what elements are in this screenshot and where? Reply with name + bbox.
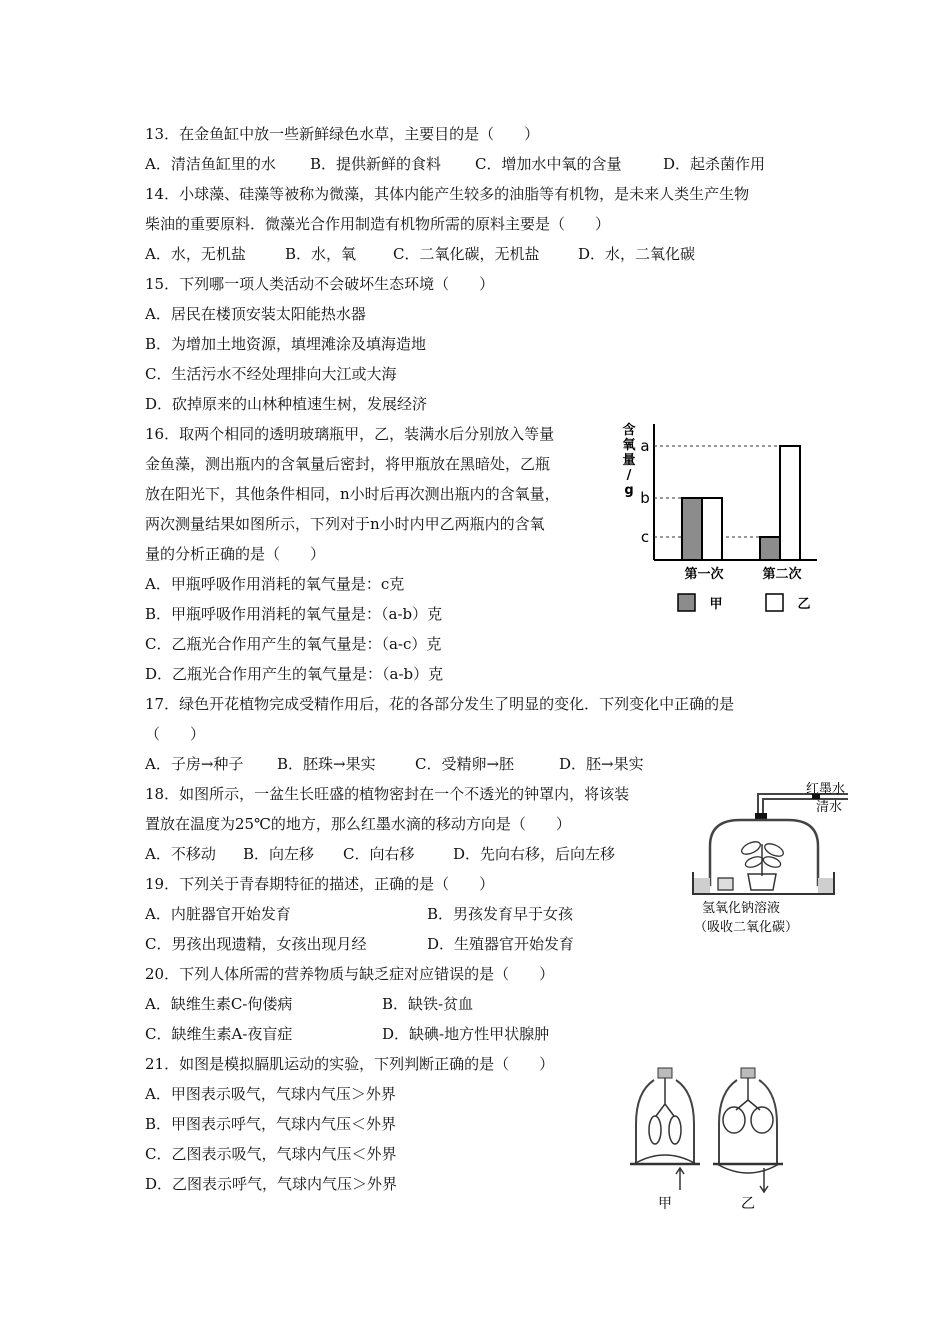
up-arrow-icon <box>676 1168 684 1190</box>
q13-option-c: C．增加水中氧的含量 <box>475 155 622 173</box>
y-axis-label-char: / <box>626 468 632 483</box>
q14-stem-line-1: 14．小球藻、硅藻等被称为微藻，其体内能产生较多的油脂等有机物，是未来人类生产生物 <box>145 185 750 203</box>
q13-stem: 13．在金鱼缸中放一些新鲜绿色水草，主要目的是（ ） <box>145 125 540 143</box>
q19-option-c: C．男孩出现遗精，女孩出现月经 <box>145 935 367 953</box>
q16-option-c: C．乙瓶光合作用产生的氧气量是：（a-c）克 <box>145 635 442 653</box>
q15-option-d: D．砍掉原来的山林种植速生树，发展经济 <box>145 395 428 413</box>
q17-option-c: C．受精卵→胚 <box>415 755 515 773</box>
q18-option-b: B．向左移 <box>243 845 315 863</box>
diaphragm-model-figure <box>628 1064 798 1214</box>
solution-label: 氢氧化钠溶液 <box>702 901 781 916</box>
q17-stem-line-2: （ ） <box>145 725 206 743</box>
oxygen-bar-chart <box>612 418 827 618</box>
x-tick-label-first: 第一次 <box>684 567 724 582</box>
q16-stem-line-2: 金鱼藻，测出瓶内的含氧量后密封，将甲瓶放在黑暗处，乙瓶 <box>145 455 551 473</box>
trough-water-left <box>694 878 710 893</box>
q18-option-d: D．先向右移，后向左移 <box>453 845 616 863</box>
bar-yi-first <box>702 498 722 560</box>
y-axis-label-char: g <box>624 483 634 498</box>
naoh-beaker <box>718 878 733 890</box>
ink-label: 红墨水 <box>806 782 846 797</box>
q14-option-c: C．二氧化碳，无机盐 <box>393 245 540 263</box>
q18-stem-line-2: 置放在温度为25℃的地方，那么红墨水滴的移动方向是（ ） <box>145 815 571 833</box>
q17-option-a: A．子房→种子 <box>145 755 244 773</box>
q16-stem-line-3: 放在阳光下，其他条件相同，n小时后再次测出瓶内的含氧量， <box>145 485 560 503</box>
y-axis-label-char: 含 <box>622 423 636 438</box>
diaphragm-membrane <box>634 1155 696 1164</box>
bar-jia-second <box>760 537 780 560</box>
q20-option-d: D．缺碘-地方性甲状腺肿 <box>382 1025 550 1043</box>
q17-option-b: B．胚珠→果实 <box>277 755 376 773</box>
legend-label-jia: 甲 <box>709 597 723 612</box>
q15-option-b: B．为增加土地资源，填埋滩涂及填海造地 <box>145 335 427 353</box>
q19-stem: 19．下列关于青春期特征的描述，正确的是（ ） <box>145 875 495 893</box>
legend-swatch-yi <box>766 594 783 611</box>
q20-stem: 20．下列人体所需的营养物质与缺乏症对应错误的是（ ） <box>145 965 555 983</box>
q17-option-d: D．胚→果实 <box>559 755 644 773</box>
q13-option-b: B．提供新鲜的食料 <box>310 155 442 173</box>
q21-stem: 21．如图是模拟膈肌运动的实验，下列判断正确的是（ ） <box>145 1055 555 1073</box>
solution-note-label: （吸收二氧化碳） <box>694 920 799 935</box>
bell-jar <box>710 820 818 886</box>
q20-option-c: C．缺维生素A-夜盲症 <box>145 1025 293 1043</box>
plant-icon <box>740 839 785 890</box>
bell-jar-figure <box>688 778 850 940</box>
q13-option-a: A．清洁鱼缸里的水 <box>145 155 276 173</box>
bar-jia-first <box>682 498 702 560</box>
y-tick-label-a: a <box>640 437 650 455</box>
y-axis-label-char: 氧 <box>622 438 636 453</box>
q21-option-a: A．甲图表示吸气，气球内气压＞外界 <box>145 1085 396 1103</box>
bar-yi-second <box>780 446 800 560</box>
trough-water-right <box>818 878 833 893</box>
q16-stem-line-5: 量的分析正确的是（ ） <box>145 545 326 563</box>
q21-option-c: C．乙图表示吸气，气球内气压＜外界 <box>145 1145 397 1163</box>
balloon-left <box>723 1107 745 1133</box>
q14-option-a: A．水，无机盐 <box>145 245 246 263</box>
q20-option-a: A．缺维生素C-佝偻病 <box>145 995 293 1013</box>
q13-option-d: D．起杀菌作用 <box>663 155 766 173</box>
q14-stem-line-2: 柴油的重要原料．微藻光合作用制造有机物所需的原料主要是（ ） <box>145 215 611 233</box>
q19-option-b: B．男孩发育早于女孩 <box>427 905 574 923</box>
legend-label-yi: 乙 <box>797 597 811 612</box>
x-tick-label-second: 第二次 <box>762 567 802 582</box>
q16-option-a: A．甲瓶呼吸作用消耗的氧气量是：c克 <box>145 575 405 593</box>
q19-option-a: A．内脏器官开始发育 <box>145 905 291 923</box>
bell-jar-yi <box>713 1068 783 1192</box>
q14-option-b: B．水，氧 <box>285 245 357 263</box>
water-label: 清水 <box>816 800 843 815</box>
figure-label-yi: 乙 <box>741 1196 755 1212</box>
q18-option-c: C．向右移 <box>343 845 415 863</box>
q15-option-c: C．生活污水不经处理排向大江或大海 <box>145 365 397 383</box>
q20-option-b: B．缺铁-贫血 <box>382 995 474 1013</box>
legend-swatch-jia <box>678 594 695 611</box>
q17-stem-line-1: 17．绿色开花植物完成受精作用后，花的各部分发生了明显的变化．下列变化中正确的是 <box>145 695 735 713</box>
y-axis-label-char: 量 <box>622 453 636 468</box>
y-tick-label-c: c <box>640 528 650 546</box>
bell-jar-jia <box>630 1068 700 1190</box>
q18-stem-line-1: 18．如图所示，一盆生长旺盛的植物密封在一个不透光的钟罩内，将该装 <box>145 785 630 803</box>
q16-option-d: D．乙瓶光合作用产生的氧气量是：（a-b）克 <box>145 665 444 683</box>
q14-option-d: D．水，二氧化碳 <box>578 245 696 263</box>
balloon-right <box>751 1107 773 1133</box>
y-tick-label-b: b <box>640 489 650 507</box>
q18-option-a: A．不移动 <box>145 845 216 863</box>
q15-stem: 15．下列哪一项人类活动不会破坏生态环境（ ） <box>145 275 495 293</box>
q16-stem-line-1: 16．取两个相同的透明玻璃瓶甲，乙，装满水后分别放入等量 <box>145 425 555 443</box>
figure-label-jia: 甲 <box>658 1196 672 1212</box>
q15-option-a: A．居民在楼顶安装太阳能热水器 <box>145 305 366 323</box>
q21-option-d: D．乙图表示呼气，气球内气压＞外界 <box>145 1175 398 1193</box>
q19-option-d: D．生殖器官开始发育 <box>427 935 575 953</box>
q16-stem-line-4: 两次测量结果如图所示，下列对于n小时内甲乙两瓶内的含氧 <box>145 515 545 533</box>
diaphragm-membrane <box>717 1164 779 1173</box>
balloon-left <box>649 1116 661 1144</box>
q21-option-b: B．甲图表示呼气，气球内气压＜外界 <box>145 1115 397 1133</box>
q16-option-b: B．甲瓶呼吸作用消耗的氧气量是：（a-b）克 <box>145 605 443 623</box>
balloon-right <box>669 1116 681 1144</box>
